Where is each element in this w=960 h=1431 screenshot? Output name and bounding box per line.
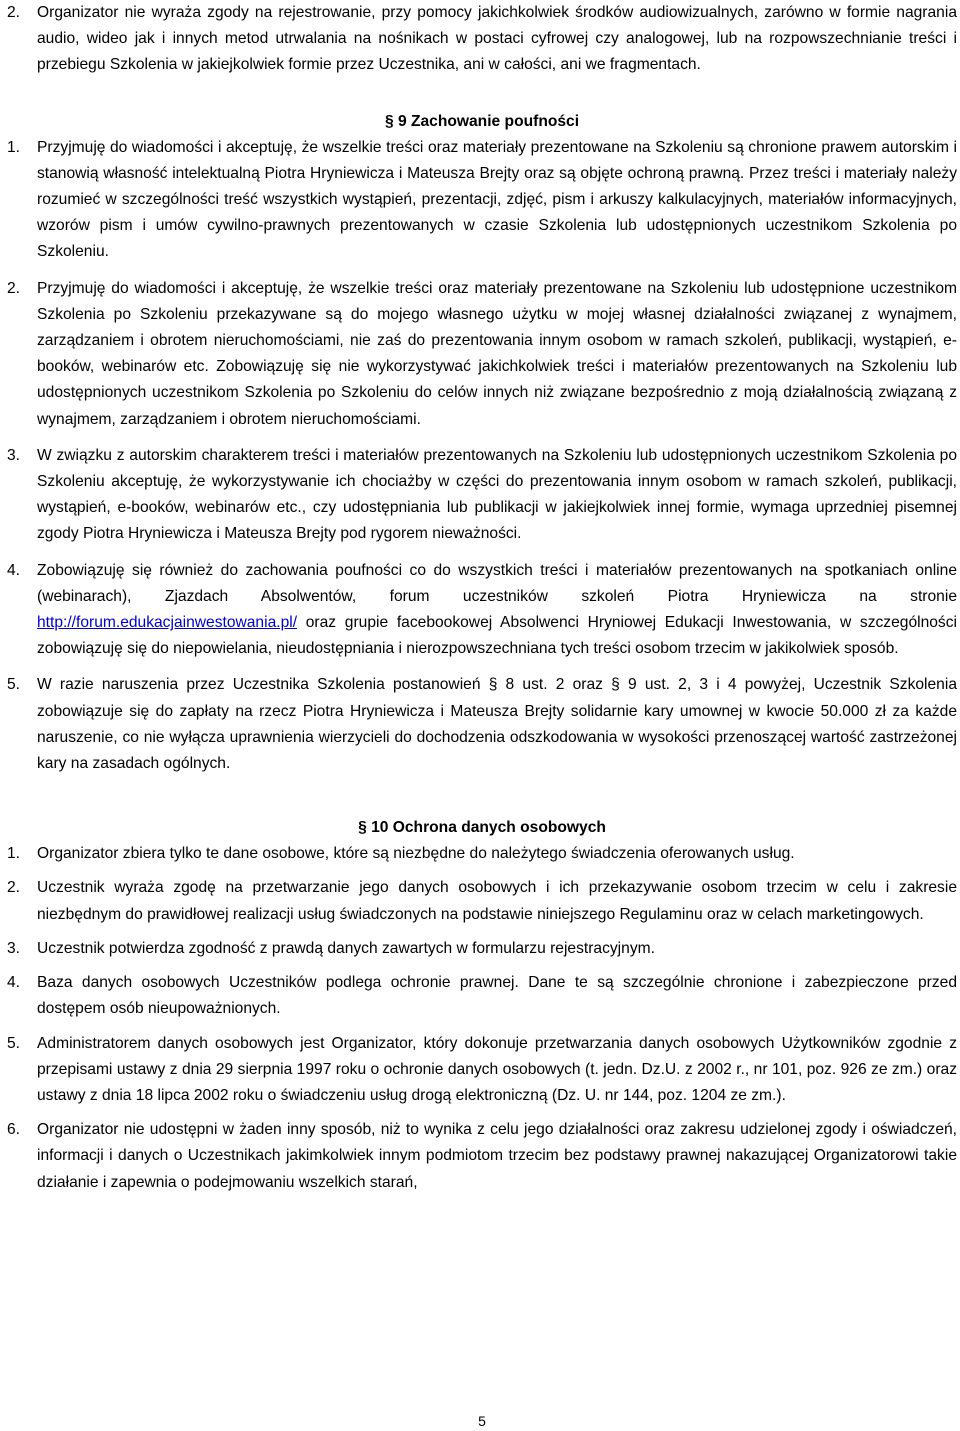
section-10-heading: § 10 Ochrona danych osobowych (358, 819, 606, 837)
item-text: Uczestnik potwierdza zgodność z prawdą danych zawartych w formularzu rejestracyjnym. (37, 939, 655, 957)
list-item (7, 443, 957, 548)
item-number: 2. (7, 4, 21, 21)
item-text: W razie naruszenia przez Uczestnika Szkolenia postanowień § 8 ust. 2 oraz § 9 ust. 2, 3 i 4 powyżej, Uczestnik Szkolenia zobowiązuje się do zapłaty na rzecz Piotra Hryniewicza i Mateusza Brejty solidarnie kary umownej w kwocie 50.000 zł za każde naruszenie, co nie wyłącza uprawnienia wierzycieli do dochodzenia odszkodowania w wysokości przenoszącej wartość zastrzeżonej kary na zasadach ogólnych. (37, 676, 957, 773)
list-item (7, 672, 957, 777)
list-item (7, 875, 957, 927)
item-text (37, 558, 957, 663)
item-number: 2. (7, 279, 21, 297)
item-number: 1. (7, 845, 21, 863)
page-number: 5 (478, 1413, 486, 1429)
item-text: Organizator nie udostępni w żaden inny sposób, niż to wynika z celu jego działalności oraz zakresu udzielonej zgody i oświadczeń, informacji i danych o Uczestnikach jakimkolwiek innym podmiotom trzecim bez podstawy prawnej nakazującej Organizatorowi takie działanie i zapewnia o podejmowaniu wszelkich starań, (37, 1121, 957, 1191)
item-text: Przyjmuję do wiadomości i akceptuję, że wszelkie treści oraz materiały prezentowane na Szkoleniu są chronione prawem autorskim i stanowią własność intelektualną Piotra Hryniewicza i Mateusza Brejty oraz są objęte ochroną prawną. Przez treści i materiały należy rozumieć w szczególności treść wszystkich wystąpień, prezentacji, zdjęć, pism i arkuszy kalkulacyjnych, materiałów informacyjnych, wzorów pism i umów cywilno-prawnych prezentowanych w czasie Szkolenia lub udostępnionych uczestnikom Szkolenia po Szkoleniu. (37, 138, 957, 261)
item-text: Administratorem danych osobowych jest Organizator, który dokonuje przetwarzania danych osobowych Użytkowników zgodnie z przepisami ustawy z dnia 29 sierpnia 1997 roku o ochronie danych osobowych (t. jedn. Dz.U. z 2002 r., nr 101, poz. 926 ze zm.) oraz ustawy z dnia 18 lipca 2002 roku o świadczeniu usług drogą elektroniczną (Dz. U. nr 144, poz. 1204 ze zm.). (37, 1034, 957, 1104)
item-text: Uczestnik wyraża zgodę na przetwarzanie jego danych osobowych i ich przekazywanie osobom trzecim w celu i zakresie niezbędnym do prawidłowej realizacji usług świadczonych na podstawie niniejszego Regulaminu oraz w celach marketingowych. (37, 879, 957, 923)
section-9-list (7, 135, 957, 778)
list-item (7, 936, 957, 962)
item-number: 6. (7, 1121, 21, 1139)
item-text: Przyjmuję do wiadomości i akceptuję, że wszelkie treści oraz materiały prezentowane na Szkoleniu lub udostępnione uczestnikom Szkolenia po Szkoleniu przekazywane są do mojego własnego użytku w mojej własnej działalności związanej z wynajmem, zarządzaniem i obrotem nieruchomościami, nie zaś do prezentowania innym osobom w ramach szkoleń, publikacji, wystąpień, e-booków, webinarów etc. Zobowiązuję się nie wykorzystywać jakichkolwiek treści i materiałów prezentowanych na Szkoleniu lub udostępnionych uczestnikom Szkolenia po Szkoleniu do celów innych niż związane bezpośrednio z moją działalnością związaną z wynajmem, zarządzaniem i obrotem nieruchomościami. (37, 279, 957, 428)
item-number: 5. (7, 676, 21, 694)
section-10-list (7, 841, 957, 1195)
list-item (7, 135, 957, 266)
item-text: Organizator zbiera tylko te dane osobowe, które są niezbędne do należytego świadczenia oferowanych usług. (37, 845, 795, 863)
item-text: W związku z autorskim charakterem treści i materiałów prezentowanych na Szkoleniu lub udostępnionych uczestnikom Szkolenia po Szkoleniu akceptuję, że wykorzystywanie ich chociażby w części do prezentowania innym osobom w ramach szkoleń, publikacji, wystąpień, e-booków, webinarów etc., czy udostępniania lub publikacji w jakiejkolwiek innej formie, wymaga uprzedniej pisemnej zgody Piotra Hryniewicza i Mateusza Brejty pod rygorem nieważności. (37, 446, 957, 543)
list-item (7, 276, 957, 433)
list-item (7, 1117, 957, 1196)
forum-link[interactable]: http://forum.edukacjainwestowania.pl/ (37, 614, 298, 632)
item-number: 4. (7, 561, 21, 579)
list-item (7, 841, 957, 867)
section-9-heading: § 9 Zachowanie poufności (384, 112, 580, 130)
list-item (7, 1031, 957, 1110)
item-number: 3. (7, 939, 21, 957)
document-page (7, 0, 957, 1431)
item-number: 3. (7, 446, 21, 464)
item-text: Baza danych osobowych Uczestników podlega ochronie prawnej. Dane te są szczególnie chronione i zabezpieczone przed dostępem osób nieupoważnionych. (37, 974, 957, 1018)
list-item (7, 970, 957, 1022)
item-number: 2. (7, 879, 21, 897)
paragraph-8-2 (7, 0, 957, 79)
item-text-after: oraz grupie facebookowej Absolwenci Hryniowej Edukacji Inwestowania, w szczególności zobowiązuję się do niepowielania, nieudostępniania i nierozpowszechniana tych treści osobom trzecim w jakikolwiek sposób. (37, 614, 957, 658)
item-number: 4. (7, 974, 21, 992)
item-number: 5. (7, 1034, 21, 1052)
list-item (7, 558, 957, 663)
item-text-before: Zobowiązuję się również do zachowania poufności co do wszystkich treści i materiałów prezentowanych na spotkaniach online (webinarach), Zjazdach Absolwentów, forum uczestników szkoleń Piotra Hryniewicza na stronie (37, 561, 957, 605)
item-text: Organizator nie wyraża zgody na rejestrowanie, przy pomocy jakichkolwiek środków audiowizualnych, zarówno w formie nagrania audio, wideo jak i innych metod utrwalania na nośnikach w postaci cyfrowej czy analogowej, lub na rozpowszechnianie treści i przebiegu Szkolenia w jakiejkolwiek formie przez Uczestnika, ani w całości, ani we fragmentach. (37, 4, 957, 74)
item-number: 1. (7, 138, 21, 156)
